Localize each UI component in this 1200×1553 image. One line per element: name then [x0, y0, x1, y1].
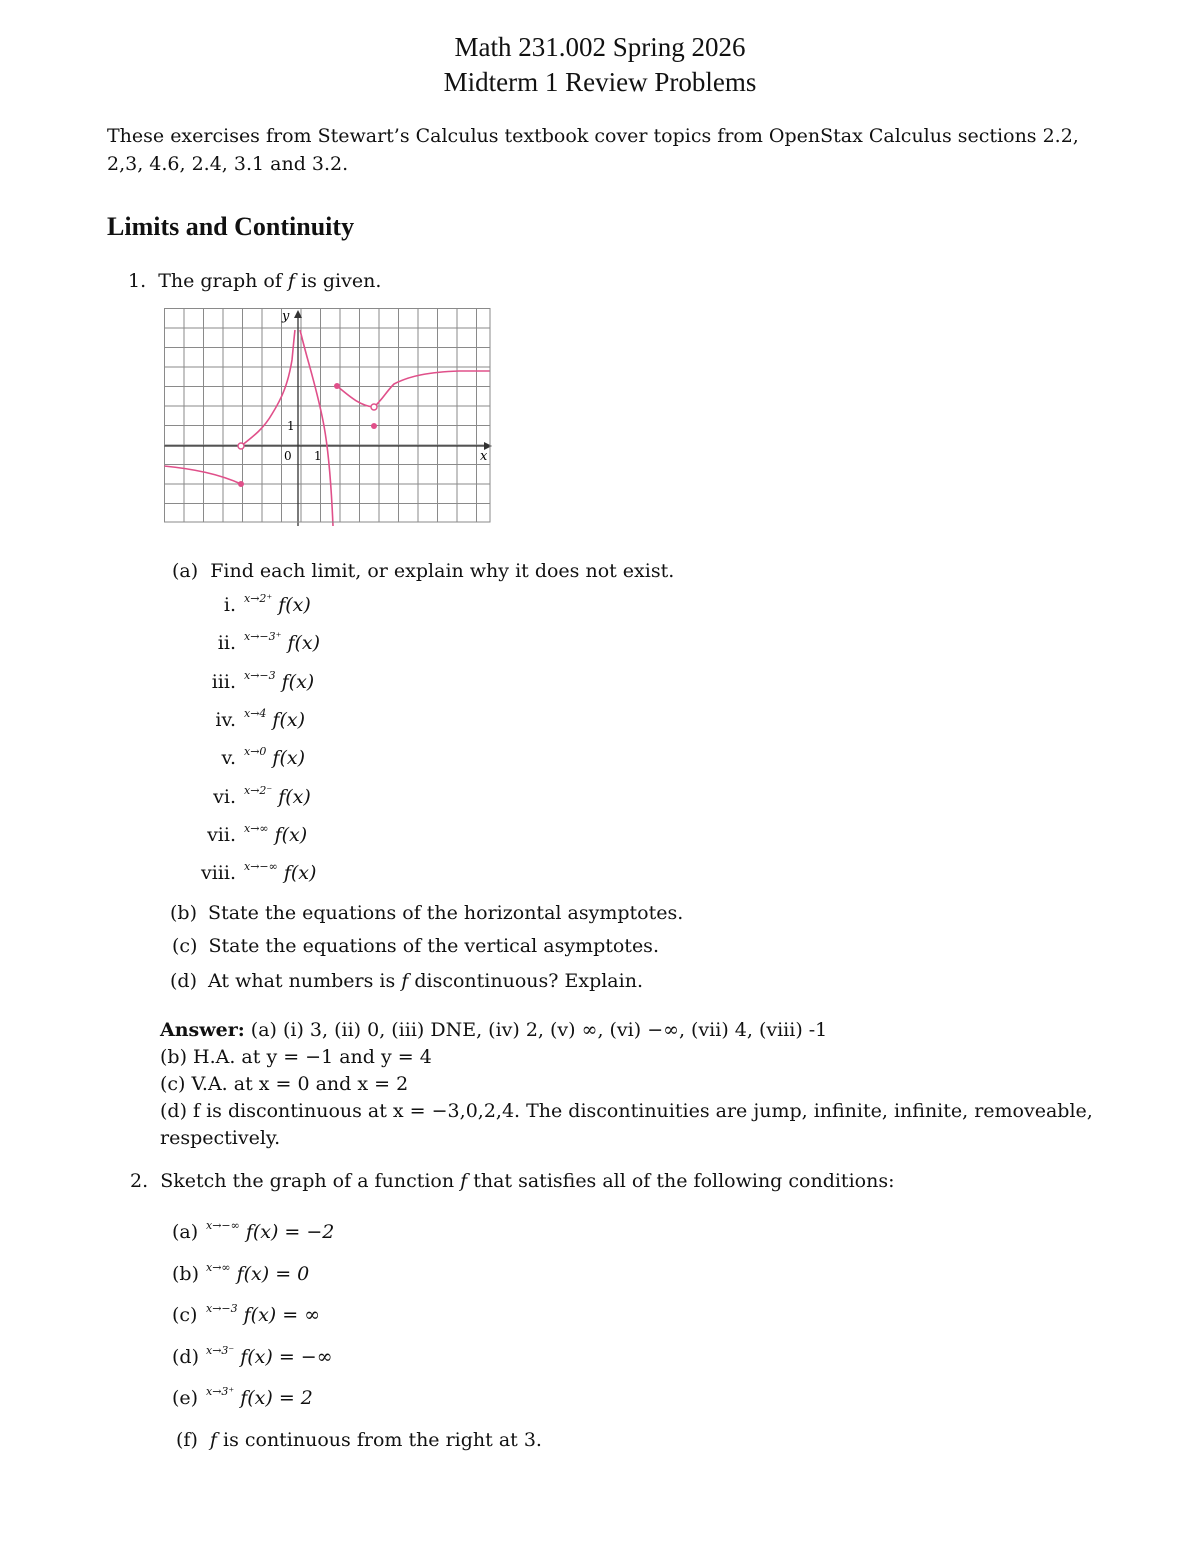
limit-numeral: vi.: [213, 785, 236, 808]
limit-numeral: iv.: [215, 708, 236, 731]
limit-operator: [244, 821, 269, 835]
condition-item: [172, 1343, 333, 1368]
document-subtitle: Midterm 1 Review Problems: [443, 67, 757, 97]
limit-expression: f(x): [283, 862, 317, 885]
limit-subscript: x→3⁺: [206, 1385, 235, 1398]
problem-1-text-post: is given.: [294, 270, 382, 292]
part-a-label: (a): [172, 560, 199, 582]
x-axis-label: x: [480, 449, 488, 464]
limit-subscript: x→∞: [206, 1260, 231, 1274]
answer-a: (a) (i) 3, (ii) 0, (iii) DNE, (iv) 2, (v) ∞, (vi) −∞, (vii) 4, (viii) -1: [250, 1019, 828, 1041]
limit-numeral: ii.: [217, 632, 236, 655]
graph-points: [238, 383, 377, 487]
condition-expression: f(x) = 2: [240, 1387, 313, 1409]
limit-subscript: x→4: [244, 706, 267, 720]
limit-expression: f(x): [278, 594, 311, 616]
limit-operator: [206, 1260, 231, 1274]
part-d-text-post: discontinuous? Explain.: [408, 970, 643, 992]
limit-item: [192, 632, 320, 654]
origin-label: 0: [284, 449, 292, 463]
limit-subscript: x→2⁺: [244, 592, 273, 605]
limit-operator: [206, 1387, 234, 1397]
limit-numeral: iii.: [211, 670, 236, 693]
document-title: Math 231.002 Spring 2026: [454, 32, 746, 62]
limit-expression: f(x): [272, 708, 305, 731]
limit-numeral: v.: [221, 747, 236, 770]
limit-subscript: x→−3⁺: [244, 630, 282, 644]
part-b: [170, 902, 683, 924]
y-tick-1-label: 1: [287, 419, 295, 433]
condition-expression: f(x) = −2: [245, 1221, 335, 1243]
limit-numeral: i.: [223, 594, 236, 616]
limit-item: [192, 862, 316, 884]
limit-subscript: x→3⁻: [206, 1343, 235, 1357]
limit-item: [192, 821, 308, 846]
graph-grid: [164, 308, 490, 522]
part-a: [172, 560, 674, 582]
answer-c: (c) V.A. at x = 0 and x = 2: [160, 1073, 409, 1095]
condition-f-label: (f): [176, 1429, 198, 1451]
x-tick-1-label: 1: [314, 449, 322, 463]
part-a-text: Find each limit, or explain why it does not exist.: [210, 560, 675, 582]
closed-point-a: [238, 481, 244, 487]
problem-2-text-post: that satisfies all of the following conditions:: [467, 1170, 895, 1192]
limit-operator: [206, 1343, 235, 1357]
curve-left-tail: [164, 466, 241, 484]
closed-point-c: [371, 423, 377, 429]
condition-item: [172, 1304, 320, 1326]
closed-point-b: [334, 383, 340, 389]
limit-operator: [244, 594, 272, 604]
limit-operator: [244, 747, 266, 757]
part-d: [170, 970, 643, 992]
condition-expression: f(x) = ∞: [243, 1304, 321, 1326]
limit-subscript: x→−∞: [206, 1219, 240, 1232]
condition-item: [172, 1260, 310, 1285]
part-d-var: f: [401, 970, 409, 992]
limit-subscript: x→−∞: [244, 860, 278, 874]
limit-operator: [244, 862, 278, 872]
limit-subscript: x→∞: [244, 821, 269, 835]
problem-1-text-pre: The graph of: [158, 270, 288, 292]
section-heading: Limits and Continuity: [107, 212, 355, 241]
limit-expression: f(x): [278, 785, 311, 808]
limit-subscript: x→2⁻: [244, 783, 273, 797]
answer-block: [160, 1017, 1110, 1152]
limit-subscript: x→0: [244, 745, 267, 759]
intro-paragraph: These exercises from Stewart’s Calculus textbook cover topics from OpenStax Calculus sections 2.2, 2,3, 4.6, 2.4, 3.1 and 3.2.: [107, 125, 1079, 175]
limit-expression: f(x): [274, 823, 308, 846]
limit-item: [192, 747, 305, 769]
condition-label: (c): [172, 1304, 198, 1326]
problem-2-stem: [130, 1170, 894, 1192]
y-axis-label: y: [282, 309, 290, 324]
limit-expression: f(x): [281, 670, 315, 693]
open-point-b: [371, 404, 377, 410]
condition-item: [172, 1387, 313, 1409]
condition-f-var: f: [209, 1429, 217, 1451]
answer-label: Answer:: [160, 1019, 245, 1041]
condition-label: (a): [172, 1221, 199, 1243]
condition-label: (d): [172, 1345, 199, 1368]
limit-operator: [206, 1221, 240, 1231]
problem-2-var: f: [460, 1170, 468, 1192]
condition-expression: f(x) = −∞: [240, 1345, 333, 1368]
limit-item: [192, 594, 311, 616]
problem-1-var: f: [287, 270, 295, 292]
limit-operator: [206, 1304, 238, 1314]
limit-operator: [244, 632, 281, 642]
condition-f-text: is continuous from the right at 3.: [216, 1429, 542, 1451]
graph-border: [164, 308, 490, 522]
condition-item: [172, 1221, 334, 1243]
part-c-label: (c): [172, 935, 198, 957]
limit-expression: f(x): [272, 747, 305, 770]
curve-spike: [300, 330, 333, 526]
part-c-text: State the equations of the vertical asymptotes.: [208, 935, 659, 957]
limit-item: [192, 668, 315, 693]
condition-label: (b): [172, 1262, 199, 1285]
function-curve: [164, 330, 490, 526]
limit-operator: [244, 668, 276, 682]
function-graph: [164, 308, 494, 526]
part-b-label: (b): [170, 902, 197, 924]
limit-expression: f(x): [287, 632, 321, 655]
answer-b: (b) H.A. at y = −1 and y = 4: [160, 1046, 432, 1068]
part-d-text-pre: At what numbers is: [208, 970, 402, 992]
limit-item: [192, 706, 305, 731]
limit-numeral: vii.: [207, 823, 236, 846]
problem-2-number: 2.: [130, 1170, 149, 1192]
condition-f: [176, 1429, 542, 1451]
answer-d: (d) f is discontinuous at x = −3,0,2,4. The discontinuities are jump, infinite, infinite, removeable, respectively.: [160, 1100, 1093, 1149]
part-c: [172, 935, 659, 957]
condition-label: (e): [172, 1387, 199, 1409]
limit-operator: [244, 706, 267, 720]
curve-middle-segment: [337, 386, 374, 407]
condition-expression: f(x) = 0: [236, 1262, 310, 1285]
open-point-a: [238, 443, 244, 449]
part-b-text: State the equations of the horizontal asymptotes.: [208, 902, 684, 924]
problem-2-text-pre: Sketch the graph of a function: [160, 1170, 461, 1192]
limit-operator: [244, 783, 273, 797]
problem-1-number: 1.: [128, 270, 147, 292]
part-d-label: (d): [170, 970, 197, 992]
limit-item: [192, 783, 311, 808]
limit-numeral: viii.: [200, 862, 236, 885]
limit-subscript: x→−3: [206, 1302, 238, 1315]
curve-right-rise: [374, 371, 490, 407]
limit-subscript: x→−3: [244, 668, 276, 682]
problem-1-stem: [128, 270, 381, 292]
